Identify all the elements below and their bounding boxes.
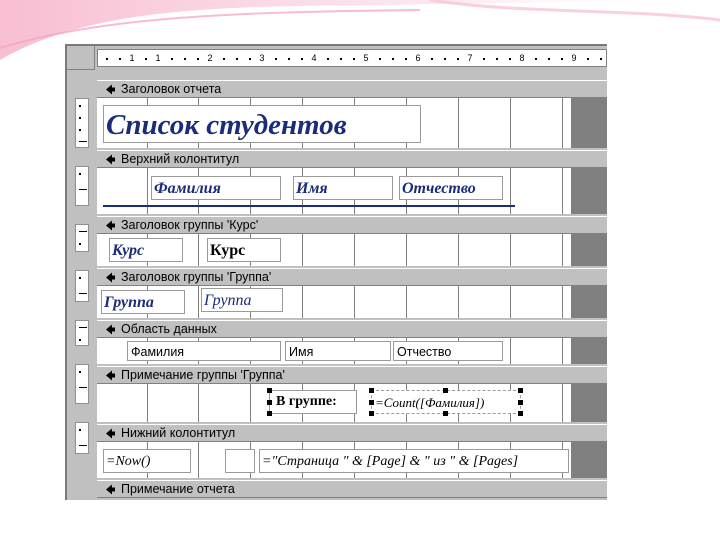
group-footer-label[interactable]: В группе: xyxy=(269,390,357,414)
section-arrow-icon xyxy=(105,272,116,283)
header-surname-label[interactable]: Фамилия xyxy=(151,176,281,200)
section-label: Заголовок группы 'Группа' xyxy=(121,270,272,284)
page-header-area[interactable] xyxy=(97,168,607,214)
header-underline xyxy=(103,205,515,207)
section-group-header-group[interactable] xyxy=(97,268,607,286)
section-report-header[interactable] xyxy=(97,80,607,98)
vertical-ruler[interactable] xyxy=(67,70,95,500)
ruler-mark-5: 5 xyxy=(363,53,369,63)
section-arrow-icon xyxy=(105,484,116,495)
now-field[interactable]: =Now() xyxy=(103,449,191,473)
section-detail[interactable] xyxy=(97,320,607,338)
section-label: Заголовок отчета xyxy=(121,82,222,96)
horizontal-ruler[interactable] xyxy=(97,49,607,67)
header-patronymic-label[interactable]: Отчество xyxy=(399,176,503,200)
group-course-area[interactable] xyxy=(97,234,607,266)
ruler-mark-6: 6 xyxy=(415,53,421,63)
section-page-header[interactable] xyxy=(97,150,607,168)
report-designer-window xyxy=(65,44,607,500)
section-group-footer-group[interactable] xyxy=(97,366,607,384)
section-arrow-icon xyxy=(105,324,116,335)
section-report-footer[interactable] xyxy=(97,480,607,498)
section-arrow-icon xyxy=(105,370,116,381)
section-arrow-icon xyxy=(105,84,116,95)
section-label: Верхний колонтитул xyxy=(121,152,240,166)
ruler-mark-3: 3 xyxy=(259,53,265,63)
ruler-mark-4: 4 xyxy=(311,53,317,63)
group-group-area[interactable] xyxy=(97,286,607,318)
ruler-mark-8: 8 xyxy=(519,53,525,63)
section-arrow-icon xyxy=(105,220,116,231)
ruler-mark-7: 7 xyxy=(467,53,473,63)
section-arrow-icon xyxy=(105,154,116,165)
detail-area[interactable] xyxy=(97,338,607,364)
section-label: Примечание отчета xyxy=(121,482,235,496)
report-title-label[interactable]: Список студентов xyxy=(103,105,421,143)
group-label[interactable]: Группа xyxy=(101,290,185,314)
ruler-mark-9: 9 xyxy=(571,53,577,63)
group-field[interactable]: Группа xyxy=(201,288,283,312)
course-label[interactable]: Курс xyxy=(109,238,183,262)
page-number-field[interactable]: ="Страница " & [Page] & " из " & [Pages] xyxy=(259,449,569,473)
section-page-footer[interactable] xyxy=(97,424,607,442)
course-field[interactable]: Курс xyxy=(207,238,281,262)
ruler-corner[interactable] xyxy=(67,46,95,70)
section-group-header-course[interactable] xyxy=(97,216,607,234)
header-name-label[interactable]: Имя xyxy=(293,176,393,200)
detail-name-field[interactable]: Имя xyxy=(285,341,391,361)
report-header-area[interactable] xyxy=(97,98,607,148)
detail-patronymic-field[interactable]: Отчество xyxy=(393,341,503,361)
detail-surname-field[interactable]: Фамилия xyxy=(127,341,281,361)
ruler-mark-0: 1 xyxy=(129,53,135,63)
group-footer-area[interactable] xyxy=(97,384,607,422)
page-footer-area[interactable] xyxy=(97,442,607,478)
section-label: Примечание группы 'Группа' xyxy=(121,368,285,382)
section-label: Заголовок группы 'Курс' xyxy=(121,218,259,232)
ruler-mark-1: 1 xyxy=(155,53,161,63)
empty-footer-box[interactable] xyxy=(225,449,255,473)
section-label: Нижний колонтитул xyxy=(121,426,236,440)
section-arrow-icon xyxy=(105,428,116,439)
group-count-field[interactable]: =Count([Фамилия]) xyxy=(371,390,521,414)
section-label: Область данных xyxy=(121,322,217,336)
ruler-mark-2: 2 xyxy=(207,53,213,63)
